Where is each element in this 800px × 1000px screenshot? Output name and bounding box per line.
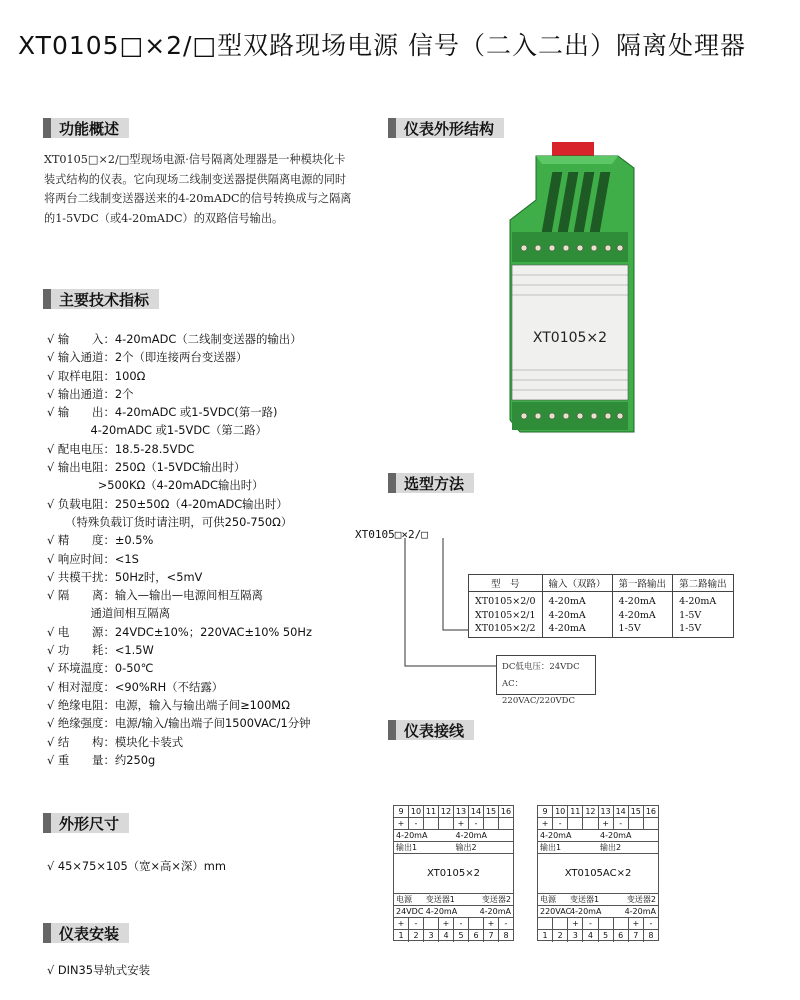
terminal-number: 15 xyxy=(484,806,499,817)
output-label: 输出1 xyxy=(540,843,562,852)
spec-row: √ 环境温度：0-50℃ xyxy=(47,661,154,676)
section-marker xyxy=(43,118,51,138)
terminal-number: 3 xyxy=(568,930,583,942)
bottom-terminal-numbers xyxy=(394,930,513,942)
terminal-sign: - xyxy=(409,818,424,829)
terminal-sign xyxy=(424,818,439,829)
table-cell: 4-20mA xyxy=(542,592,612,609)
spec-list xyxy=(47,330,367,769)
table-cell: 4-20mA xyxy=(612,592,673,609)
spec-row: √ 功 耗：<1.5W xyxy=(47,643,154,658)
top-terminal-numbers xyxy=(394,806,513,818)
terminal-sign xyxy=(484,818,499,829)
terminal-sign: - xyxy=(649,919,653,928)
terminal-sign xyxy=(499,818,513,829)
spec-row: √ 输 出：4-20mADC 或1-5VDC(第一路) xyxy=(47,405,278,420)
terminal-number: 13 xyxy=(454,806,469,817)
terminal-number: 1 xyxy=(394,930,409,942)
top-terminal-signs xyxy=(394,818,513,830)
table-row xyxy=(469,622,734,638)
device-label-text: XT0105×2 xyxy=(532,330,608,346)
spec-row: （特殊负载订货时请注明，可供250-750Ω） xyxy=(47,514,293,529)
output-label: 输出1 xyxy=(396,843,418,852)
terminal-sign xyxy=(583,818,598,829)
table-cell: XT0105×2/0 xyxy=(469,592,543,609)
table-cell: 4-20mA xyxy=(673,592,734,609)
input-label: 变送器1 xyxy=(570,895,600,904)
power-ac-text: AC：220VAC/220VDC xyxy=(502,679,575,706)
page-title: XT0105□×2/□型双路现场电源 信号（二入二出）隔离处理器 xyxy=(18,31,747,60)
terminal-sign: + xyxy=(454,818,469,829)
table-cell: XT0105×2/1 xyxy=(469,609,543,622)
overview-text: XT0105□×2/□型现场电源·信号隔离处理器是一种模块化卡装式结构的仪表。它向现场二线制变送器提供隔离电源的同时将两台二线制变送器送来的4-20mADC的信号转换成与之隔离的1-5VDC（或4-20mADC）的双路信号输出。 xyxy=(44,153,352,225)
terminal-sign: + xyxy=(394,918,409,929)
section-header-structure xyxy=(388,118,504,138)
power-options-box xyxy=(496,655,596,706)
terminal-sign: + xyxy=(629,918,644,929)
input-label: 电源 xyxy=(396,895,412,904)
terminal-number: 2 xyxy=(409,930,424,942)
terminal-number: 12 xyxy=(583,806,598,817)
terminal-number: 2 xyxy=(553,930,568,942)
terminal-number: 14 xyxy=(614,806,629,817)
output-value: 4-20mA xyxy=(600,831,632,840)
terminal-number: 4 xyxy=(583,930,598,942)
input-value: 4-20mA xyxy=(570,907,602,916)
terminal-sign xyxy=(644,818,658,829)
terminal-sign: + xyxy=(568,918,583,929)
output-label: 输出2 xyxy=(455,843,477,852)
terminal-sign xyxy=(629,818,644,829)
terminal-number: 10 xyxy=(553,806,568,817)
table-cell: 4-20mA xyxy=(612,609,673,622)
spec-row: √ 取样电阻：100Ω xyxy=(47,368,146,383)
col-header: 第一路输出 xyxy=(612,575,673,592)
section-marker xyxy=(388,720,396,740)
section-title: 主要技术指标 xyxy=(59,290,150,309)
table-cell: 4-20mA xyxy=(542,609,612,622)
section-marker xyxy=(43,923,51,943)
terminal-number: 9 xyxy=(394,806,409,817)
table-row xyxy=(469,609,734,622)
top-terminal-numbers xyxy=(538,806,658,818)
terminal-sign: - xyxy=(553,818,568,829)
spec-row: √ 隔 离：输入—输出—电源间相互隔离 xyxy=(47,588,263,603)
bottom-terminal-signs xyxy=(394,918,513,930)
top-values xyxy=(394,830,513,842)
terminal-number: 8 xyxy=(648,931,654,940)
terminal-number: 6 xyxy=(614,930,629,942)
terminal-number: 11 xyxy=(424,806,439,817)
terminal-sign: + xyxy=(439,918,454,929)
terminal-sign xyxy=(424,918,439,929)
spec-row: √ 精 度：±0.5% xyxy=(47,533,154,548)
terminal-sign xyxy=(599,918,614,929)
terminal-sign xyxy=(568,818,583,829)
top-outputs xyxy=(538,842,658,854)
col-header: 型 号 xyxy=(469,575,543,592)
device-illustration xyxy=(508,140,638,440)
terminal-number: 11 xyxy=(568,806,583,817)
wiring-model-name: XT0105×2 xyxy=(394,854,513,894)
terminal-sign: + xyxy=(538,818,553,829)
terminal-number: 16 xyxy=(500,807,512,816)
input-value: 220VAC xyxy=(540,907,572,916)
power-dc-text: DC低电压：24VDC xyxy=(502,662,580,672)
terminal-number: 6 xyxy=(469,930,484,942)
spec-row: √ 输出通道：2个 xyxy=(47,386,134,401)
bottom-terminal-numbers xyxy=(538,930,658,942)
terminal-number: 12 xyxy=(439,806,454,817)
top-outputs xyxy=(394,842,513,854)
wiring-diagram-ac xyxy=(537,805,659,941)
output-value: 4-20mA xyxy=(455,831,487,840)
terminal-number: 9 xyxy=(538,806,553,817)
bottom-terminal-signs xyxy=(538,918,658,930)
terminal-number: 7 xyxy=(484,930,499,942)
spec-row: 4-20mADC 或1-5VDC（第二路） xyxy=(47,423,267,438)
install-text: √ DIN35导轨式安装 xyxy=(47,963,150,977)
output-value: 4-20mA xyxy=(540,831,572,840)
terminal-sign: - xyxy=(504,919,508,928)
spec-row: √ 输 入：4-20mADC（二线制变送器的输出） xyxy=(47,332,302,346)
section-header-selection xyxy=(388,473,474,493)
terminal-sign: + xyxy=(484,918,499,929)
output-label: 输出2 xyxy=(600,843,622,852)
spec-row: √ 绝缘强度：电源/输入/输出端子间1500VAC/1分钟 xyxy=(47,716,311,731)
spec-row: √ 响应时间：<1S xyxy=(47,551,139,566)
bottom-values xyxy=(394,906,513,918)
terminal-sign: - xyxy=(454,918,469,929)
section-header-wiring xyxy=(388,720,474,740)
spec-row: √ 绝缘电阻：电源，输入与输出端子间≥100MΩ xyxy=(47,697,290,712)
spec-row: √ 结 构：模块化卡装式 xyxy=(47,734,184,749)
model-code: XT0105□×2/□ xyxy=(355,528,428,541)
terminal-sign xyxy=(614,918,629,929)
spec-row: 通道间相互隔离 xyxy=(47,606,171,621)
table-cell: XT0105×2/2 xyxy=(469,622,543,638)
spec-row: √ 电 源：24VDC±10%；220VAC±10% 50Hz xyxy=(47,624,312,639)
section-marker xyxy=(43,813,51,833)
dimensions-text: √ 45×75×105（宽×高×深）mm xyxy=(47,859,226,873)
output-value: 4-20mA xyxy=(396,831,428,840)
spec-row: √ 负载电阻：250±50Ω（4-20mADC输出时） xyxy=(47,496,288,511)
terminal-sign: - xyxy=(469,818,484,829)
input-label: 变送器2 xyxy=(481,895,511,904)
section-marker xyxy=(43,289,51,309)
wiring-model-name: XT0105AC×2 xyxy=(538,854,658,894)
table-cell: 1-5V xyxy=(673,622,734,638)
terminal-sign xyxy=(553,918,568,929)
terminal-number: 4 xyxy=(439,930,454,942)
terminal-number: 5 xyxy=(599,930,614,942)
bottom-labels xyxy=(394,894,513,906)
terminal-number: 7 xyxy=(629,930,644,942)
terminal-sign: + xyxy=(394,818,409,829)
bottom-labels xyxy=(538,894,658,906)
table-cell: 4-20mA xyxy=(542,622,612,638)
terminal-sign xyxy=(439,818,454,829)
terminal-number: 13 xyxy=(599,806,614,817)
section-title: 仪表接线 xyxy=(404,721,465,740)
input-label: 变送器2 xyxy=(626,895,656,904)
section-header-specs xyxy=(43,289,159,309)
selection-table xyxy=(468,574,734,638)
input-value: 4-20mA xyxy=(425,907,458,916)
wiring-diagram-dc xyxy=(393,805,514,941)
terminal-sign xyxy=(469,918,484,929)
spec-row: √ 相对湿度：<90%RH（不结露） xyxy=(47,679,224,694)
col-header: 第二路输出 xyxy=(673,575,734,592)
input-label: 变送器1 xyxy=(425,895,455,904)
section-marker xyxy=(388,118,396,138)
terminal-number: 14 xyxy=(469,806,484,817)
terminal-sign: - xyxy=(614,818,629,829)
spec-row: √ 配电电压：18.5-28.5VDC xyxy=(47,441,195,456)
table-row xyxy=(469,592,734,609)
top-terminal-signs xyxy=(538,818,658,830)
spec-row: √ 输入通道：2个（即连接两台变送器） xyxy=(47,350,248,365)
terminal-number: 1 xyxy=(538,930,553,942)
spec-row: √ 重 量：约250g xyxy=(47,752,156,767)
section-title: 功能概述 xyxy=(59,119,120,138)
device-top xyxy=(536,156,618,164)
table-cell: 1-5V xyxy=(612,622,673,638)
section-marker xyxy=(388,473,396,493)
terminal-sign: + xyxy=(599,818,614,829)
input-value: 4-20mA xyxy=(624,907,656,916)
terminal-sign: - xyxy=(583,918,598,929)
table-cell: 1-5V xyxy=(673,609,734,622)
terminal-number: 15 xyxy=(629,806,644,817)
spec-row: √ 共模干扰：50Hz时，<5mV xyxy=(47,569,203,584)
terminal-number: 10 xyxy=(409,806,424,817)
col-header: 输入（双路） xyxy=(542,575,612,592)
section-title: 外形尺寸 xyxy=(59,814,120,833)
section-title: 选型方法 xyxy=(404,474,465,493)
section-header-dimensions xyxy=(43,813,129,833)
top-values xyxy=(538,830,658,842)
terminal-number: 16 xyxy=(645,807,657,816)
section-title: 仪表安装 xyxy=(59,924,120,943)
spec-row: √ 输出电阻：250Ω（1-5VDC输出时） xyxy=(47,460,246,475)
section-title: 仪表外形结构 xyxy=(404,119,495,138)
input-value: 24VDC xyxy=(396,907,424,916)
section-header-install xyxy=(43,923,129,943)
section-header-overview xyxy=(43,118,129,138)
terminal-number: 5 xyxy=(454,930,469,942)
terminal-sign xyxy=(538,918,553,929)
terminal-number: 3 xyxy=(424,930,439,942)
input-value: 4-20mA xyxy=(479,907,511,916)
terminal-sign: - xyxy=(409,918,424,929)
terminal-number: 8 xyxy=(503,931,509,940)
input-label: 电源 xyxy=(540,895,556,904)
spec-row: >500KΩ（4-20mADC输出时） xyxy=(47,478,264,493)
bottom-values xyxy=(538,906,658,918)
